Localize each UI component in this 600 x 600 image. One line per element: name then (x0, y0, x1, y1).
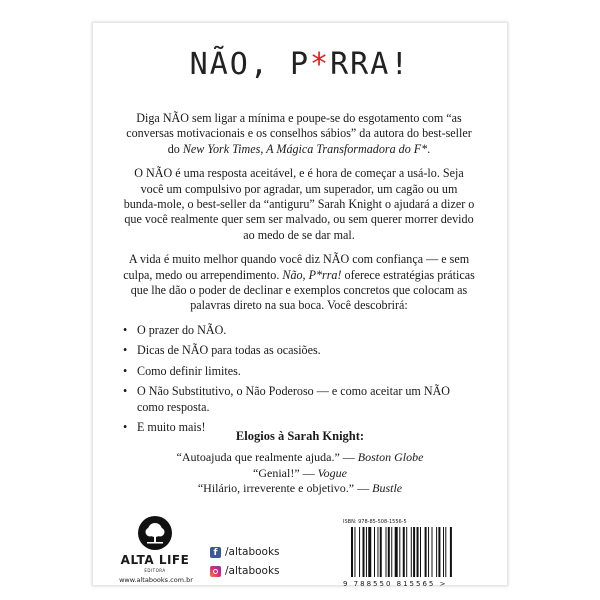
bullet-item: • O prazer do NÃO. (123, 323, 475, 338)
facebook-icon: f (210, 547, 221, 558)
intro-paragraph (123, 111, 475, 157)
quote-text: “Hilário, irreverente e objetivo.” — (197, 481, 373, 495)
quote-source: Boston Globe (357, 450, 424, 464)
blurb (123, 111, 475, 440)
tree-logo-icon (138, 516, 172, 550)
paragraph-3-text-1: A vida é muito melhor quando você diz NÃO com confiança — e sem culpa, medo ou arrependimento. (123, 252, 470, 282)
quote-text: “Autoajuda que realmente ajuda.” — (176, 450, 358, 464)
instagram-link[interactable] (210, 565, 280, 577)
book-title (93, 47, 507, 82)
title-part-1: NÃO, P (189, 47, 311, 82)
publisher-website[interactable]: www.altabooks.com.br (119, 576, 193, 584)
bullet-item: • Como definir limites. (123, 364, 475, 379)
instagram-handle: /altabooks (225, 565, 280, 577)
instagram-icon (210, 566, 221, 577)
bullet-item: • E muito mais! (123, 420, 475, 435)
publisher-sub: EDITORA (144, 568, 166, 573)
barcode-block (343, 519, 503, 587)
intro-text-1: Diga NÃO sem ligar a mínima e poupe-se do esgotamento com “as conversas motivacionais e os conselhos sábios” da autora do best-seller do (126, 111, 472, 156)
bullet-item: • Dicas de NÃO para todas as ocasiões. (123, 343, 475, 358)
paragraph-3-text-2: oferece estratégias práticas que lhe dão o poder de declinar e exemplos concretos que colocam as palavras direto na sua boca. Você descobrirá: (130, 267, 475, 313)
facebook-handle: /altabooks (225, 546, 280, 558)
paragraph-2: O NÃO é uma resposta aceitável, e é hora de começar a usá-lo. Seja você um compulsivo por agradar, um superador, um cagão ou um bunda-mole, o best-seller da “antiguru” Sarah Knight o ajudará a dizer o que você realmente quer sem ser malvado, ou sem querer morrer devido ao medo de se dar mal. (123, 166, 475, 242)
bullet-list (123, 323, 475, 435)
isbn-label: ISBN: 978-85-508-1556-5 (343, 519, 407, 525)
praise-quotes (93, 450, 507, 497)
praise-heading: Elogios à Sarah Knight: (235, 429, 365, 443)
praise-quote (93, 481, 507, 497)
facebook-link[interactable] (210, 546, 280, 558)
barcode-digits: 9 788550 815565 > (343, 580, 448, 588)
title-asterisk: * (310, 47, 331, 82)
intro-book-title: New York Times, A Mágica Transformadora do F* (182, 141, 428, 156)
title-part-2: RRA! (330, 47, 411, 82)
quote-source: Bustle (372, 481, 403, 495)
praise-quote (93, 466, 507, 482)
quote-source: Vogue (317, 465, 347, 480)
bullet-item: • O Não Substitutivo, o Não Poderoso — e como aceitar um NÃO como resposta. (123, 384, 475, 415)
quote-text: “Genial!” — (253, 465, 318, 480)
praise-quote (93, 450, 507, 466)
barcode-icon (343, 527, 503, 581)
publisher-name: ALTA LIFE (120, 553, 190, 567)
book-back-cover (92, 22, 508, 586)
intro-text-2: . (427, 141, 431, 156)
paragraph-3 (123, 252, 475, 314)
paragraph-3-title: Não, P*rra! (282, 267, 342, 282)
